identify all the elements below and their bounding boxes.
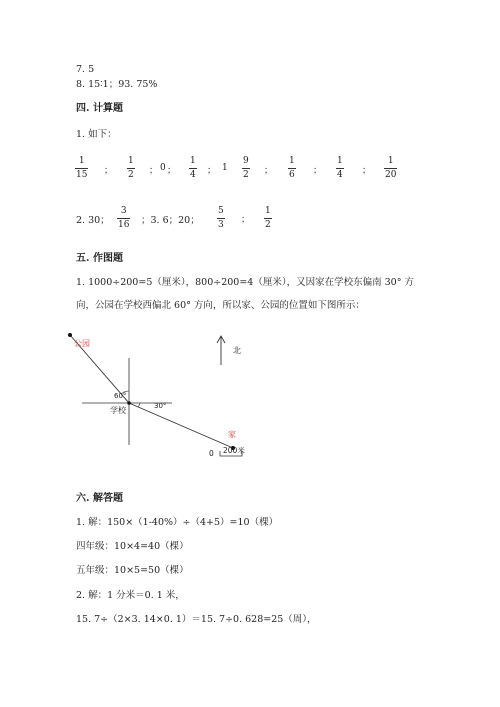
- fraction: 1 2: [128, 156, 134, 180]
- fraction: 1 20: [385, 156, 397, 180]
- value-text: 0: [160, 163, 166, 173]
- scale-zero-label: 0: [209, 449, 214, 458]
- drawing-text-line-1: 1. 1000÷200=5（厘米），800÷200=4（厘米），又因家在学校东偏南 30° 方: [76, 277, 414, 288]
- position-diagram: [60, 325, 280, 465]
- separator: ；: [104, 166, 114, 176]
- fraction: 3 16: [118, 206, 130, 230]
- section-heading-drawing: 五. 作图题: [76, 253, 123, 264]
- section-heading-calc: 四. 计算题: [76, 103, 123, 114]
- school-label: 学校: [110, 406, 126, 415]
- drawing-text-line-2: 向，公园在学校西偏北 60° 方向，所以家、公园的位置如下图所示：: [76, 300, 365, 311]
- separator: ；: [313, 166, 323, 176]
- angle-arc-east: [138, 403, 140, 407]
- separator: ；: [362, 166, 372, 176]
- fraction: 5 3: [218, 206, 224, 230]
- home-label: 家: [228, 430, 236, 439]
- angle-label-west: 60°: [114, 392, 127, 400]
- value-text: 1: [222, 163, 228, 173]
- park-label: 公园: [74, 339, 90, 348]
- separator: ；: [167, 166, 177, 176]
- answer-line-8: 8. 15∶1；93. 75%: [76, 79, 158, 90]
- separator: ；: [207, 166, 217, 176]
- answer-line: 15. 7÷（2×3. 14×0. 1）＝15. 7÷0. 628=25（周），: [76, 614, 317, 625]
- separator: ；: [264, 166, 274, 176]
- calc-intro: 1. 如下：: [76, 129, 117, 140]
- separator: ；: [149, 166, 159, 176]
- school-point: [127, 401, 131, 405]
- answer-line: 五年级：10×5=50（棵）: [76, 565, 189, 576]
- answer-line-7: 7. 5: [76, 64, 95, 75]
- fraction: 1 6: [289, 156, 295, 180]
- answer-line: 2. 解：1 分米＝0. 1 米，: [76, 590, 185, 601]
- calc-line-2-prefix: 2. 30；: [76, 215, 110, 226]
- fraction: 1 4: [190, 156, 196, 180]
- section-heading-answers: 六. 解答题: [76, 493, 123, 504]
- park-point: [68, 333, 72, 337]
- answer-line: 1. 解：150×（1-40%）÷（4+5）=10（棵）: [76, 517, 279, 528]
- separator: ；: [241, 215, 251, 225]
- angle-label-east: 30°: [154, 402, 167, 410]
- fraction: 9 2: [243, 156, 249, 180]
- north-label: 北: [233, 346, 241, 355]
- fraction: 1 15: [76, 156, 88, 180]
- fraction: 1 2: [265, 206, 271, 230]
- answer-line: 四年级：10×4=40（棵）: [76, 541, 189, 552]
- line-to-home: [129, 403, 233, 448]
- calc-line-2-mid: ；3. 6；20；: [141, 215, 200, 226]
- fraction: 1 4: [337, 156, 343, 180]
- scale-label: 200米: [223, 446, 245, 455]
